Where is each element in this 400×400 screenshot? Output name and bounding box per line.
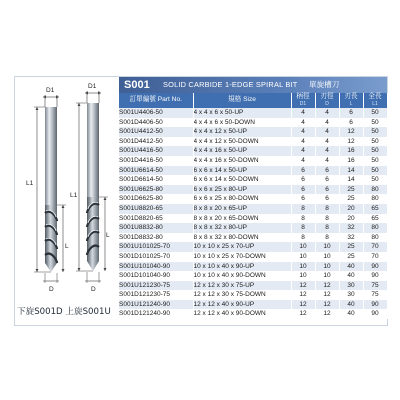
- table-row: [119, 242, 387, 252]
- overall-length-cell: 50: [363, 108, 387, 118]
- shank-diameter-cell: 6: [291, 166, 315, 176]
- cutting-diameter-cell: 4: [315, 137, 339, 147]
- spiral-bit-diagram: [15, 77, 119, 305]
- size-cell: 4 x 4 x 12 x 50-DOWN: [193, 137, 291, 147]
- part-number-cell: S001D121240-90: [119, 309, 193, 319]
- spec-table-body: [119, 108, 387, 319]
- overall-length-cell: 75: [363, 290, 387, 300]
- table-row: [119, 204, 387, 214]
- header-overall-length: [363, 93, 387, 108]
- cutting-length-cell: 40: [339, 271, 363, 281]
- part-number-cell: S001D8832-80: [119, 233, 193, 243]
- series-code: S001: [124, 79, 150, 91]
- part-number-cell: S001D101025-70: [119, 252, 193, 262]
- product-sheet: [14, 76, 388, 326]
- cutting-diameter-cell: 12: [315, 290, 339, 300]
- overall-length-cell: 90: [363, 300, 387, 310]
- part-number-cell: S001U6614-50: [119, 166, 193, 176]
- size-cell: 12 x 12 x 30 x 75-DOWN: [193, 290, 291, 300]
- l1-label-right: L1: [70, 192, 78, 199]
- size-cell: 4 x 4 x 12 x 50-UP: [193, 127, 291, 137]
- caption-down-cut: 下旋S001D: [17, 307, 63, 317]
- table-row: [119, 271, 387, 281]
- cutting-length-cell: 40: [339, 262, 363, 272]
- cutting-length-cell: 40: [339, 300, 363, 310]
- d-label-left: D: [49, 286, 54, 293]
- cutting-diameter-cell: 10: [315, 252, 339, 262]
- overall-length-cell: 70: [363, 252, 387, 262]
- size-cell: 12 x 12 x 40 x 90-DOWN: [193, 309, 291, 319]
- table-row: [119, 290, 387, 300]
- shank-diameter-cell: 10: [291, 242, 315, 252]
- table-row: [119, 146, 387, 156]
- cutting-diameter-cell: 8: [315, 223, 339, 233]
- overall-length-cell: 75: [363, 281, 387, 291]
- size-cell: 6 x 6 x 25 x 80-UP: [193, 185, 291, 195]
- size-cell: 10 x 10 x 40 x 90-UP: [193, 262, 291, 272]
- header-d1-label: 柄徑: [296, 93, 310, 101]
- table-row: [119, 108, 387, 118]
- part-number-cell: S001D101040-90: [119, 271, 193, 281]
- part-number-cell: S001U6625-80: [119, 185, 193, 195]
- overall-length-cell: 80: [363, 223, 387, 233]
- size-cell: 6 x 6 x 14 x 50-DOWN: [193, 175, 291, 185]
- part-number-cell: S001U4412-50: [119, 127, 193, 137]
- shank-diameter-cell: 10: [291, 262, 315, 272]
- header-d-sub: D: [325, 100, 329, 107]
- size-cell: 4 x 4 x 6 x 50-UP: [193, 108, 291, 118]
- header-part-no: 訂單編號 Part No.: [119, 93, 193, 108]
- down-cut-bit: [26, 87, 69, 293]
- overall-length-cell: 65: [363, 214, 387, 224]
- table-row: [119, 185, 387, 195]
- product-illustration: [15, 77, 119, 325]
- part-number-cell: S001U4406-50: [119, 108, 193, 118]
- part-number-cell: S001U101025-70: [119, 242, 193, 252]
- cutting-length-cell: 20: [339, 204, 363, 214]
- cutting-length-cell: 16: [339, 146, 363, 156]
- part-number-cell: S001U4416-50: [119, 146, 193, 156]
- table-row: [119, 194, 387, 204]
- header-l-label: 刃長: [344, 93, 358, 101]
- size-cell: 8 x 8 x 32 x 80-UP: [193, 223, 291, 233]
- part-number-cell: S001D6625-80: [119, 194, 193, 204]
- size-cell: 12 x 12 x 40 x 90-UP: [193, 300, 291, 310]
- header-shank-diameter: [291, 93, 315, 108]
- size-cell: 10 x 10 x 40 x 90-DOWN: [193, 271, 291, 281]
- cutting-length-cell: 6: [339, 108, 363, 118]
- overall-length-cell: 50: [363, 127, 387, 137]
- table-row: [119, 233, 387, 243]
- part-number-cell: S001D4406-50: [119, 118, 193, 128]
- overall-length-cell: 65: [363, 204, 387, 214]
- size-cell: 10 x 10 x 25 x 70-DOWN: [193, 252, 291, 262]
- part-number-cell: S001D121230-75: [119, 290, 193, 300]
- shank-diameter-cell: 4: [291, 118, 315, 128]
- overall-length-cell: 50: [363, 146, 387, 156]
- d1-label-left: D1: [46, 87, 55, 94]
- cutting-diameter-cell: 12: [315, 300, 339, 310]
- table-row: [119, 252, 387, 262]
- part-number-cell: S001U8820-65: [119, 204, 193, 214]
- cutting-length-cell: 6: [339, 118, 363, 128]
- overall-length-cell: 90: [363, 271, 387, 281]
- cutting-diameter-cell: 10: [315, 242, 339, 252]
- cutting-length-cell: 16: [339, 156, 363, 166]
- header-d1-sub: D1: [299, 100, 307, 107]
- shank-diameter-cell: 4: [291, 156, 315, 166]
- part-number-cell: S001U8832-80: [119, 223, 193, 233]
- cutting-diameter-cell: 4: [315, 127, 339, 137]
- table-row: [119, 137, 387, 147]
- header-cutting-length: [339, 93, 363, 108]
- part-number-cell: S001D4412-50: [119, 137, 193, 147]
- table-row: [119, 262, 387, 272]
- cutting-length-cell: 14: [339, 166, 363, 176]
- cutting-diameter-cell: 4: [315, 146, 339, 156]
- table-row: [119, 127, 387, 137]
- table-row: [119, 300, 387, 310]
- cutting-length-cell: 14: [339, 175, 363, 185]
- shank-diameter-cell: 8: [291, 223, 315, 233]
- header-l1-sub: L1: [372, 100, 378, 107]
- shank-diameter-cell: 10: [291, 271, 315, 281]
- table-row: [119, 156, 387, 166]
- cutting-diameter-cell: 4: [315, 108, 339, 118]
- shank-diameter-cell: 6: [291, 175, 315, 185]
- part-number-cell: S001D6614-50: [119, 175, 193, 185]
- cutting-diameter-cell: 4: [315, 156, 339, 166]
- part-number-cell: S001U101040-90: [119, 262, 193, 272]
- header-l1-label: 全長: [368, 93, 382, 101]
- cutting-diameter-cell: 6: [315, 185, 339, 195]
- series-title-cn: 單旋槽刀: [309, 80, 340, 89]
- spec-table: [119, 93, 388, 319]
- l-label-right: L: [106, 232, 110, 239]
- spec-table-panel: [119, 77, 387, 325]
- cutting-diameter-cell: 12: [315, 309, 339, 319]
- diagram-caption: [17, 305, 117, 317]
- shank-diameter-cell: 6: [291, 194, 315, 204]
- cutting-diameter-cell: 10: [315, 262, 339, 272]
- size-cell: 4 x 4 x 16 x 50-UP: [193, 146, 291, 156]
- cutting-length-cell: 12: [339, 127, 363, 137]
- table-row: [119, 118, 387, 128]
- size-cell: 12 x 12 x 30 x 75-UP: [193, 281, 291, 291]
- table-row: [119, 223, 387, 233]
- cutting-length-cell: 25: [339, 252, 363, 262]
- caption-up-cut: 上旋S001U: [65, 307, 111, 317]
- shank-diameter-cell: 4: [291, 146, 315, 156]
- shank-diameter-cell: 12: [291, 290, 315, 300]
- part-number-cell: S001U121230-75: [119, 281, 193, 291]
- header-l-sub: L: [349, 100, 353, 107]
- shank-diameter-cell: 10: [291, 252, 315, 262]
- shank-diameter-cell: 12: [291, 300, 315, 310]
- size-cell: 4 x 4 x 16 x 50-DOWN: [193, 156, 291, 166]
- series-header-bar: [119, 77, 387, 93]
- shank-diameter-cell: 12: [291, 281, 315, 291]
- overall-length-cell: 90: [363, 309, 387, 319]
- overall-length-cell: 80: [363, 233, 387, 243]
- shank-diameter-cell: 12: [291, 309, 315, 319]
- overall-length-cell: 50: [363, 118, 387, 128]
- size-cell: 6 x 6 x 14 x 50-UP: [193, 166, 291, 176]
- shank-diameter-cell: 8: [291, 214, 315, 224]
- size-cell: 6 x 6 x 25 x 80-DOWN: [193, 194, 291, 204]
- shank-diameter-cell: 4: [291, 127, 315, 137]
- cutting-length-cell: 12: [339, 137, 363, 147]
- overall-length-cell: 80: [363, 185, 387, 195]
- cutting-length-cell: 30: [339, 281, 363, 291]
- shank-diameter-cell: 8: [291, 204, 315, 214]
- cutting-length-cell: 25: [339, 242, 363, 252]
- overall-length-cell: 80: [363, 194, 387, 204]
- cutting-length-cell: 32: [339, 223, 363, 233]
- overall-length-cell: 90: [363, 262, 387, 272]
- cutting-length-cell: 20: [339, 214, 363, 224]
- cutting-diameter-cell: 8: [315, 233, 339, 243]
- l1-label-left: L1: [26, 180, 34, 187]
- cutting-diameter-cell: 6: [315, 175, 339, 185]
- up-cut-bit: [70, 83, 110, 293]
- table-header-row: [119, 93, 387, 108]
- size-cell: 8 x 8 x 32 x 80-DOWN: [193, 233, 291, 243]
- shank-diameter-cell: 4: [291, 137, 315, 147]
- cutting-diameter-cell: 6: [315, 166, 339, 176]
- overall-length-cell: 50: [363, 137, 387, 147]
- cutting-length-cell: 25: [339, 185, 363, 195]
- series-title-en: SOLID CARBIDE 1-EDGE SPIRAL BIT: [163, 80, 298, 89]
- d1-label-right: D1: [88, 83, 97, 90]
- part-number-cell: S001U121240-90: [119, 300, 193, 310]
- d-label-right: D: [91, 286, 96, 293]
- size-cell: 8 x 8 x 20 x 65-UP: [193, 204, 291, 214]
- shank-diameter-cell: 6: [291, 185, 315, 195]
- cutting-length-cell: 30: [339, 290, 363, 300]
- header-size: 規格 Size: [193, 93, 291, 108]
- table-row: [119, 214, 387, 224]
- overall-length-cell: 70: [363, 242, 387, 252]
- table-row: [119, 166, 387, 176]
- cutting-length-cell: 40: [339, 309, 363, 319]
- cutting-diameter-cell: 8: [315, 214, 339, 224]
- cutting-length-cell: 32: [339, 233, 363, 243]
- shank-diameter-cell: 8: [291, 233, 315, 243]
- cutting-diameter-cell: 12: [315, 281, 339, 291]
- cutting-diameter-cell: 10: [315, 271, 339, 281]
- table-row: [119, 281, 387, 291]
- part-number-cell: S001D4416-50: [119, 156, 193, 166]
- cutting-length-cell: 25: [339, 194, 363, 204]
- l-label-left: L: [65, 243, 69, 250]
- overall-length-cell: 50: [363, 166, 387, 176]
- size-cell: 10 x 10 x 25 x 70-UP: [193, 242, 291, 252]
- cutting-diameter-cell: 6: [315, 194, 339, 204]
- header-cutting-diameter: [315, 93, 339, 108]
- overall-length-cell: 50: [363, 175, 387, 185]
- header-d-label: 刃徑: [320, 93, 334, 101]
- shank-diameter-cell: 4: [291, 108, 315, 118]
- part-number-cell: S001D8820-65: [119, 214, 193, 224]
- table-row: [119, 175, 387, 185]
- cutting-diameter-cell: 4: [315, 118, 339, 128]
- size-cell: 8 x 8 x 20 x 65-DOWN: [193, 214, 291, 224]
- size-cell: 4 x 4 x 6 x 50-DOWN: [193, 118, 291, 128]
- cutting-diameter-cell: 8: [315, 204, 339, 214]
- table-row: [119, 309, 387, 319]
- overall-length-cell: 50: [363, 156, 387, 166]
